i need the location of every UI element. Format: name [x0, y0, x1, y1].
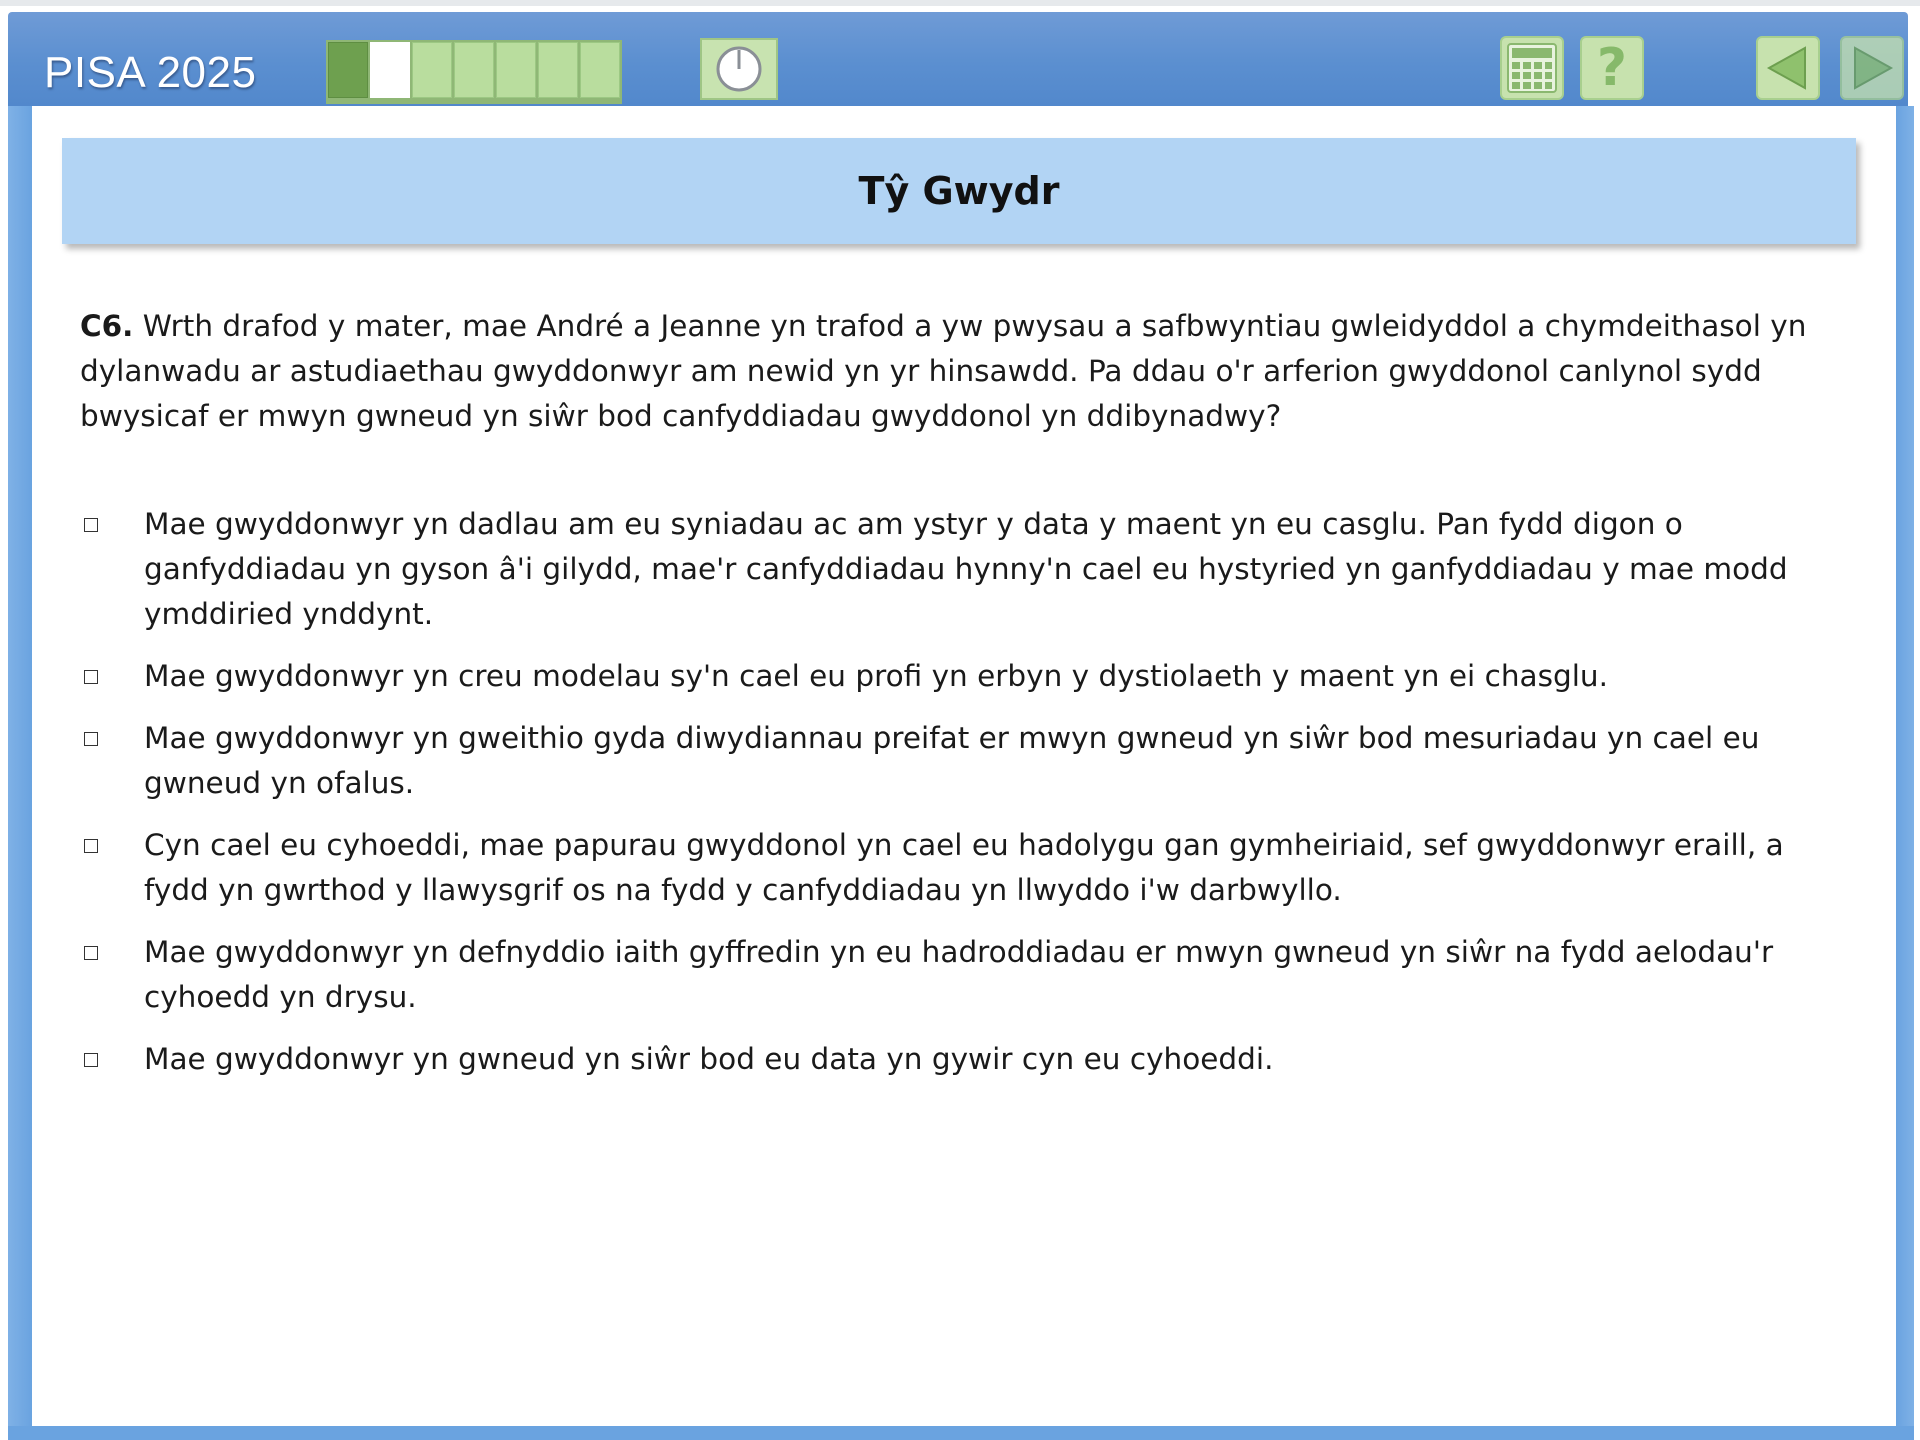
question-text: Wrth drafod y mater, mae André a Jeanne yn trafod a yw pwysau a safbwyntiau gwleidyddol a chymdeithasol yn dylanwadu ar astudiaethau gwyddonwyr am newid yn yr hinsawdd. Pa ddau o'r arferion gwyddonol canlynol sydd bwysicaf er mwyn gwneud yn siŵr bod canfyddiadau gwyddonol yn ddibynadwy?	[80, 309, 1807, 433]
help-icon: ?	[1596, 38, 1628, 98]
brand-logo: PISA 2025	[44, 48, 257, 97]
progress-bar	[326, 40, 622, 104]
option-checkbox[interactable]	[84, 839, 98, 853]
left-border	[8, 106, 32, 1426]
option-checkbox[interactable]	[84, 1053, 98, 1067]
back-button[interactable]	[1756, 36, 1820, 100]
answer-option	[80, 654, 1840, 699]
option-text: Mae gwyddonwyr yn gweithio gyda diwydiannau preifat er mwyn gwneud yn siŵr bod mesuriadau yn cael eu gwneud yn ofalus.	[144, 721, 1760, 800]
answer-option	[80, 1037, 1840, 1082]
option-checkbox[interactable]	[84, 732, 98, 746]
question-number: C6.	[80, 309, 134, 343]
answer-option	[80, 930, 1840, 1020]
progress-segment	[496, 42, 536, 98]
option-text: Mae gwyddonwyr yn dadlau am eu syniadau ac am ystyr y data y maent yn eu casglu. Pan fydd digon o ganfyddiadau yn gyson â'i gilydd, mae'r canfyddiadau hynny'n cael eu hystyried yn ganfyddiadau y mae modd ymddiried ynddynt.	[144, 507, 1788, 631]
arrow-right-icon	[1847, 43, 1897, 93]
answer-option	[80, 823, 1840, 913]
answer-option	[80, 502, 1840, 637]
question-stem	[80, 304, 1840, 439]
answer-options	[80, 502, 1840, 1099]
progress-segment	[328, 42, 368, 98]
option-text: Mae gwyddonwyr yn creu modelau sy'n cael eu profi yn erbyn y dystiolaeth y maent yn ei chasglu.	[144, 659, 1608, 693]
progress-segment	[538, 42, 578, 98]
progress-segment	[370, 42, 410, 98]
progress-segment	[580, 42, 620, 98]
option-text: Mae gwyddonwyr yn gwneud yn siŵr bod eu data yn gywir cyn eu cyhoeddi.	[144, 1042, 1274, 1076]
unit-title: Tŷ Gwydr	[858, 169, 1060, 213]
option-checkbox[interactable]	[84, 518, 98, 532]
unit-title-banner	[62, 138, 1856, 244]
help-button[interactable]	[1580, 36, 1644, 100]
calculator-button[interactable]	[1500, 36, 1564, 100]
progress-segment	[454, 42, 494, 98]
option-checkbox[interactable]	[84, 670, 98, 684]
top-toolbar	[8, 12, 1908, 106]
timer-button[interactable]	[700, 38, 778, 100]
right-border	[1896, 106, 1914, 1426]
progress-segment	[412, 42, 452, 98]
answer-option	[80, 716, 1840, 806]
option-checkbox[interactable]	[84, 946, 98, 960]
calculator-icon	[1506, 42, 1558, 94]
next-button[interactable]	[1840, 36, 1904, 100]
option-text: Mae gwyddonwyr yn defnyddio iaith gyffredin yn eu hadroddiadau er mwyn gwneud yn siŵr na fydd aelodau'r cyhoedd yn drysu.	[144, 935, 1774, 1014]
clock-icon	[715, 45, 763, 93]
arrow-left-icon	[1763, 43, 1813, 93]
option-text: Cyn cael eu cyhoeddi, mae papurau gwyddonol yn cael eu hadolygu gan gymheiriaid, sef gwyddonwyr eraill, a fydd yn gwrthod y llawysgrif os na fydd y canfyddiadau yn llwyddo i'w darbwyllo.	[144, 828, 1784, 907]
